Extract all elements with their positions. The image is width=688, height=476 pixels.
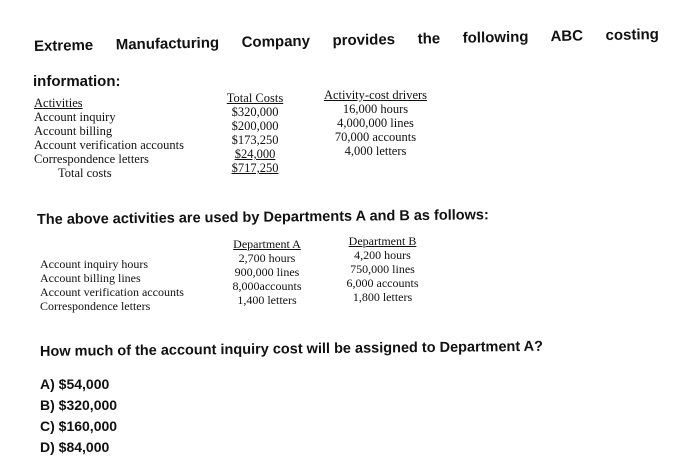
- usage-label: Correspondence letters: [40, 299, 151, 313]
- activity-name: Account inquiry: [34, 110, 116, 124]
- activity-driver: 4,000 letters: [344, 144, 407, 158]
- answer-option-a: A) $54,000: [40, 376, 110, 392]
- total-costs-value: $717,250: [231, 161, 279, 175]
- cost-drivers-column: [313, 88, 438, 158]
- activities-header: Activities: [34, 96, 83, 110]
- department-b-value: 750,000 lines: [350, 262, 415, 276]
- activity-driver: 16,000 hours: [342, 102, 409, 116]
- activity-name: Correspondence letters: [34, 152, 149, 166]
- activity-cost: $200,000: [231, 119, 279, 133]
- activity-name: Account billing: [34, 124, 113, 138]
- usage-labels-column: [40, 257, 184, 313]
- department-a-column: [222, 237, 312, 307]
- activity-cost: $173,250: [231, 133, 279, 147]
- department-b-value: 4,200 hours: [354, 248, 411, 262]
- answer-option-d: D) $84,000: [40, 439, 110, 455]
- usage-label: Account inquiry hours: [40, 257, 148, 271]
- department-b-column: [335, 234, 430, 304]
- department-b-value: 6,000 accounts: [346, 276, 419, 290]
- department-a-value: 2,700 hours: [238, 251, 296, 265]
- activity-driver: 70,000 accounts: [334, 130, 417, 144]
- department-a-value: 900,000 lines: [234, 265, 300, 279]
- cost-drivers-header: Activity-cost drivers: [323, 88, 428, 102]
- intro-line-2: information:: [33, 73, 121, 90]
- department-a-header: Department A: [233, 237, 301, 251]
- usage-heading: The above activities are used by Departments A and B as follows:: [36, 207, 489, 228]
- total-costs-column: [220, 91, 290, 175]
- activity-name: Account verification accounts: [34, 138, 184, 152]
- total-costs-label: Total costs: [58, 166, 112, 180]
- department-b-value: 1,800 letters: [352, 290, 413, 304]
- activity-cost: $24,000: [234, 147, 276, 161]
- department-a-value: 1,400 letters: [237, 293, 297, 307]
- activity-cost: $320,000: [231, 105, 279, 119]
- answer-option-b: B) $320,000: [40, 397, 118, 413]
- answer-option-c: C) $160,000: [40, 418, 118, 434]
- question-text: How much of the account inquiry cost will be assigned to Department A?: [39, 338, 544, 360]
- activities-column: [34, 96, 184, 180]
- activity-driver: 4,000,000 lines: [337, 116, 414, 130]
- usage-label: Account verification accounts: [40, 285, 184, 299]
- total-costs-header: Total Costs: [226, 91, 284, 105]
- department-a-value: 8,000accounts: [232, 279, 302, 293]
- usage-label: Account billing lines: [40, 271, 141, 285]
- intro-line-1: Extreme Manufacturing Company provides the following ABC costing: [33, 26, 660, 55]
- answer-options: [40, 374, 117, 458]
- department-b-header: Department B: [348, 234, 417, 248]
